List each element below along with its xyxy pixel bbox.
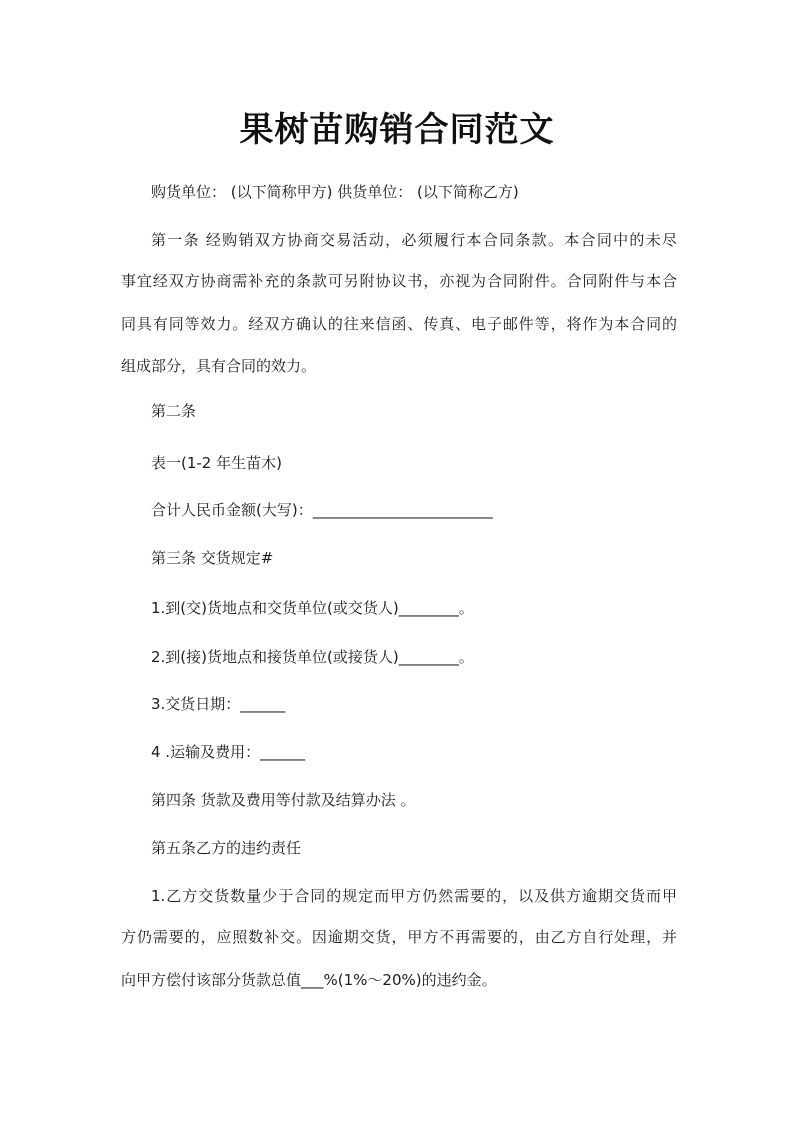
- article3-heading: 第三条 交货规定#: [151, 549, 274, 567]
- document-title: 果树苗购销合同范文: [239, 110, 555, 150]
- article3-item-3: 3.交货日期：______: [151, 695, 286, 713]
- total-amount-line: 合计人民币金额(大写)：________________________: [151, 501, 493, 519]
- article3-item-2: 2.到(接)货地点和接货单位(或接货人)________。: [151, 648, 474, 666]
- article1-line-3: 同具有同等效力。经双方确认的往来信函、传真、电子邮件等，将作为本合同的: [121, 315, 677, 333]
- article4-heading: 第四条 货款及费用等付款及结算办法 。: [151, 791, 416, 809]
- article2-heading: 第二条: [151, 402, 197, 420]
- article1-line-2: 事宜经双方协商需补充的条款可另附协议书，亦视为合同附件。合同附件与本合: [121, 272, 677, 290]
- article5-heading: 第五条乙方的违约责任: [151, 839, 302, 857]
- article1-line-1: 第一条 经购销双方协商交易活动，必须履行本合同条款。本合同中的未尽: [151, 231, 677, 249]
- article5-line-2: 方仍需要的，应照数补交。因逾期交货，甲方不再需要的，由乙方自行处理，并: [121, 928, 677, 946]
- parties-line: 购货单位： (以下简称甲方) 供货单位： (以下简称乙方): [151, 183, 519, 201]
- article1-line-4: 组成部分，具有合同的效力。: [121, 357, 317, 375]
- article3-item-4: 4 .运输及费用：______: [151, 743, 306, 761]
- table-caption: 表一(1-2 年生苗木): [151, 454, 282, 472]
- article5-line-1: 1.乙方交货数量少于合同的规定而甲方仍然需要的，以及供方逾期交货而甲: [151, 887, 677, 905]
- article3-item-1: 1.到(交)货地点和交货单位(或交货人)________。: [151, 599, 474, 617]
- article5-line-3: 向甲方偿付该部分货款总值___%(1%～20%)的违约金。: [121, 971, 497, 989]
